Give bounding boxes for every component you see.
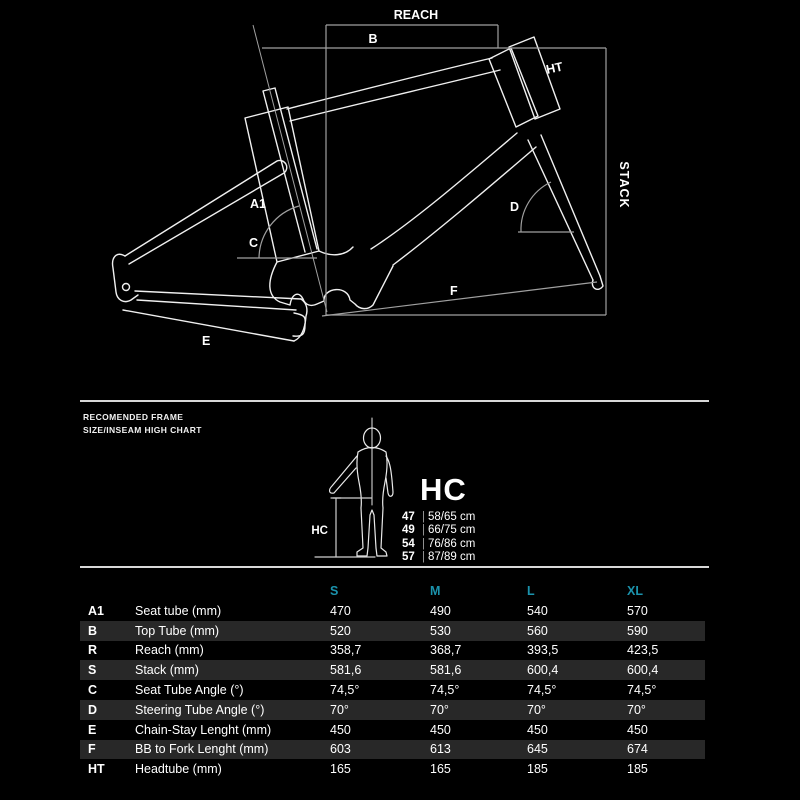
fork <box>528 135 600 280</box>
cell-m: 165 <box>430 762 451 777</box>
down-tube-upper <box>371 133 520 249</box>
row-label: BB to Fork Lenght (mm) <box>135 742 269 757</box>
row-code: HT <box>88 762 105 777</box>
label-ht: HT <box>544 59 565 77</box>
hc-separator: | <box>422 537 425 550</box>
table-row <box>80 680 705 700</box>
hc-separator: | <box>422 511 425 523</box>
row-code: E <box>88 722 97 737</box>
motor-housing <box>270 262 393 309</box>
table-row <box>80 641 705 661</box>
table-row <box>80 720 705 740</box>
cell-s: 165 <box>330 762 351 777</box>
row-code: B <box>88 623 98 638</box>
size-chart-heading-line2: SIZE/INSEAM HIGH CHART <box>83 425 202 436</box>
seat-stay <box>125 160 287 264</box>
table-row <box>80 700 705 720</box>
geometry-table-rows <box>80 601 705 779</box>
hc-separator: | <box>422 551 425 564</box>
hc-size-entry <box>402 511 475 524</box>
cell-m: 74,5° <box>430 683 460 698</box>
row-code: R <box>88 643 98 658</box>
cell-xl: 70° <box>627 702 646 717</box>
cell-xl: 423,5 <box>627 643 659 658</box>
top-tube-upper <box>287 58 492 109</box>
label-d: D <box>510 200 520 214</box>
steering-angle-reference <box>518 182 574 232</box>
table-row <box>80 621 705 641</box>
cell-l: 450 <box>527 722 548 737</box>
hc-size-entry <box>402 524 475 537</box>
row-label: Steering Tube Angle (°) <box>135 702 265 717</box>
kickstand-plate <box>293 313 305 336</box>
figure-hc-label: HC <box>311 525 328 537</box>
row-label: Top Tube (mm) <box>135 623 220 638</box>
cell-m: 368,7 <box>430 643 462 658</box>
hc-size-value: 49 <box>402 524 415 537</box>
cell-xl: 674 <box>627 742 648 757</box>
hc-inseam-range: 76/86 cm <box>428 537 476 550</box>
section-divider-bottom <box>80 566 709 568</box>
cell-l: 560 <box>527 623 548 638</box>
cell-l: 393,5 <box>527 643 559 658</box>
row-label: Seat Tube Angle (°) <box>135 683 244 698</box>
row-code: S <box>88 663 97 678</box>
geometry-table-header <box>80 577 705 601</box>
cell-s: 358,7 <box>330 643 362 658</box>
hc-size-value: 54 <box>402 537 415 550</box>
column-header-xl: XL <box>627 584 643 598</box>
row-label: Chain-Stay Lenght (mm) <box>135 722 272 737</box>
size-chart-heading <box>83 411 202 437</box>
cell-s: 603 <box>330 742 351 757</box>
cell-m: 70° <box>430 702 449 717</box>
cell-s: 70° <box>330 702 349 717</box>
row-code: C <box>88 683 98 698</box>
cell-s: 450 <box>330 722 351 737</box>
motor-top <box>319 247 353 255</box>
cell-m: 490 <box>430 603 451 618</box>
hc-title: HC <box>420 472 467 507</box>
hc-inseam-range: 87/89 cm <box>428 551 476 564</box>
geometry-table <box>80 577 705 779</box>
bb-to-fork-line <box>322 282 597 316</box>
cell-xl: 450 <box>627 722 648 737</box>
hc-size-entry <box>402 538 475 551</box>
row-label: Seat tube (mm) <box>135 603 222 618</box>
cell-l: 540 <box>527 603 548 618</box>
cell-m: 581,6 <box>430 663 462 678</box>
table-row <box>80 601 705 621</box>
row-code: A1 <box>88 603 104 618</box>
label-f: F <box>450 284 458 298</box>
row-code: F <box>88 742 96 757</box>
cell-xl: 74,5° <box>627 683 657 698</box>
hc-size-list <box>402 511 475 565</box>
table-row <box>80 759 705 779</box>
column-header-m: M <box>430 584 441 598</box>
label-c: C <box>249 236 259 250</box>
cell-l: 70° <box>527 702 546 717</box>
size-chart-heading-line1: RECOMENDED FRAME <box>83 412 184 422</box>
column-header-s: S <box>330 584 339 598</box>
reach-dimension-line <box>326 25 498 48</box>
table-row <box>80 660 705 680</box>
hc-inseam-range: 66/75 cm <box>428 524 476 537</box>
cell-s: 470 <box>330 603 351 618</box>
cell-s: 74,5° <box>330 683 360 698</box>
hc-size-value: 57 <box>402 551 415 564</box>
cell-s: 520 <box>330 623 351 638</box>
label-a1: A1 <box>250 197 266 211</box>
cell-l: 74,5° <box>527 683 557 698</box>
cell-m: 450 <box>430 722 451 737</box>
label-e: E <box>202 334 211 348</box>
top-tube-lower <box>290 70 500 121</box>
cell-xl: 600,4 <box>627 663 659 678</box>
cell-xl: 185 <box>627 762 648 777</box>
hc-inseam-range: 58/65 cm <box>428 511 476 523</box>
hc-measure-line <box>331 498 341 557</box>
column-header-l: L <box>527 584 535 598</box>
cell-m: 613 <box>430 742 451 757</box>
label-reach: REACH <box>393 8 439 22</box>
cell-xl: 570 <box>627 603 648 618</box>
rear-axle <box>123 284 130 291</box>
row-label: Reach (mm) <box>135 643 204 658</box>
row-code: D <box>88 702 98 717</box>
cell-xl: 590 <box>627 623 648 638</box>
label-stack: STACK <box>617 161 631 209</box>
cell-l: 185 <box>527 762 548 777</box>
hc-separator: | <box>422 524 425 537</box>
cell-s: 581,6 <box>330 663 362 678</box>
cell-m: 530 <box>430 623 451 638</box>
cell-l: 600,4 <box>527 663 559 678</box>
figure-left-arm <box>330 456 357 493</box>
label-b: B <box>368 32 378 46</box>
hc-size-value: 47 <box>402 511 415 523</box>
cell-l: 645 <box>527 742 548 757</box>
row-label: Stack (mm) <box>135 663 199 678</box>
table-row <box>80 740 705 760</box>
row-label: Headtube (mm) <box>135 762 222 777</box>
hc-size-entry <box>402 551 475 564</box>
